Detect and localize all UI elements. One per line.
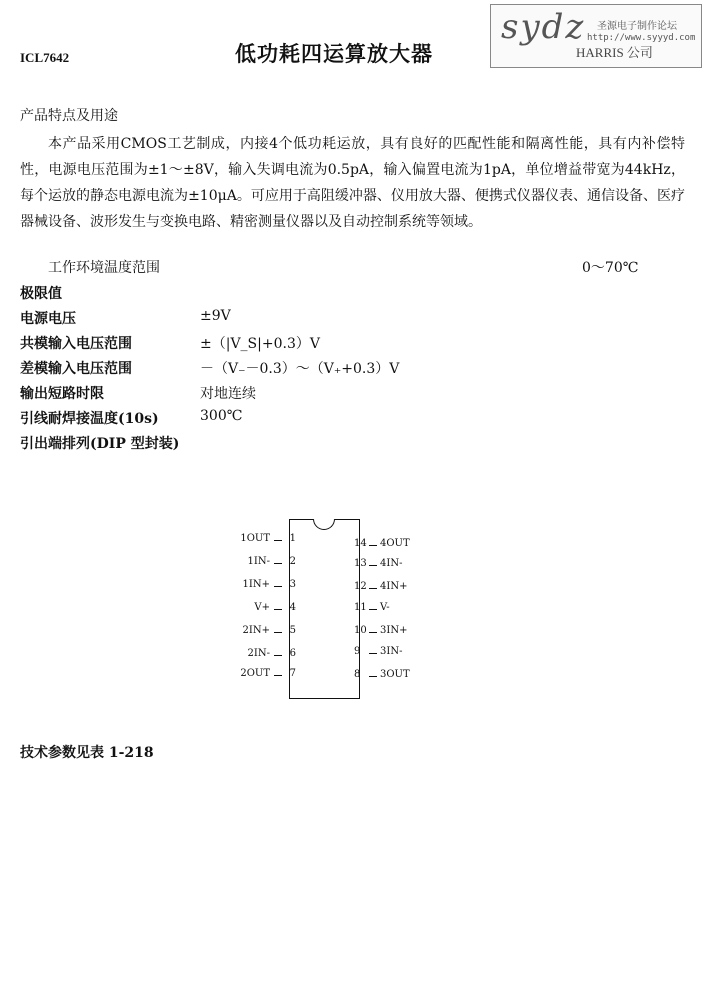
pin-number: 4 [289, 602, 296, 613]
pin-lead [274, 586, 282, 587]
package-edge [290, 519, 313, 520]
pin-name: 1OUT [240, 533, 270, 544]
pin-left [228, 602, 300, 616]
pin-left [228, 648, 300, 662]
pin-name: 3IN+ [380, 625, 408, 636]
pin-number: 10 [354, 625, 367, 636]
features-text: 本产品采用CMOS工艺制成，内接4个低功耗运放，具有良好的匹配性能和隔离性能，具有内补偿特性，电源电压范围为±1～±8V，输入失调电流为0.5pA，输入偏置电流为1pA，单位增益带宽为44kHz，每个运放的静态电源电流为±10μA。可应用于高阻缓冲器、仪用放大器、便携式仪器仪表、通信设备、医疗器械设备、波形发生与变换电路、精密测量仪器以及自动控制系统等领域。 [20, 136, 685, 230]
table-reference: 技术参数见表 1-218 [20, 745, 154, 761]
pin-lead [369, 632, 377, 633]
limit-label: 共模输入电压范围 [20, 336, 132, 352]
pin-lead [369, 545, 377, 546]
package-edge [335, 519, 359, 520]
pin-right [351, 602, 423, 616]
pin-lead [369, 588, 377, 589]
temp-range-label: 工作环境温度范围 [48, 260, 160, 276]
pin-lead [369, 676, 377, 677]
pin-right [351, 581, 423, 595]
limit-label: 引线耐焊接温度(10s) [20, 411, 159, 427]
pin-name: 2IN+ [242, 625, 270, 636]
package-notch [313, 519, 335, 530]
pin-name: 4IN- [380, 558, 403, 569]
limit-value: ±（|V_S|+0.3）V [200, 336, 320, 352]
pin-name: 4IN+ [380, 581, 408, 592]
features-heading: 产品特点及用途 [20, 108, 118, 124]
pin-name: 2OUT [240, 668, 270, 679]
page-title: 低功耗四运算放大器 [235, 41, 433, 66]
pinout-heading: 引出端排列(DIP 型封装) [20, 436, 180, 452]
pin-lead [274, 655, 282, 656]
pin-number: 1 [289, 533, 296, 544]
temp-range-value: 0～70℃ [582, 260, 639, 276]
part-number: ICL7642 [20, 50, 70, 65]
pin-left [228, 579, 300, 593]
limit-value: 300℃ [200, 408, 243, 424]
pin-name: 1IN+ [242, 579, 270, 590]
pin-number: 9 [354, 646, 361, 657]
pin-left [228, 533, 300, 547]
pin-name: 4OUT [380, 538, 410, 549]
pin-left [228, 668, 300, 682]
logo-caption: 圣源电子制作论坛 [597, 21, 677, 32]
logo-wordmark: sydz [501, 7, 586, 47]
limit-label: 差模输入电压范围 [20, 361, 132, 377]
pin-right [351, 558, 423, 572]
pin-lead [274, 563, 282, 564]
limit-value: ±9V [200, 308, 231, 324]
pin-lead [369, 609, 377, 610]
pin-number: 11 [354, 602, 367, 613]
pin-name: 1IN- [247, 556, 270, 567]
pin-lead [274, 675, 282, 676]
pin-number: 14 [354, 538, 367, 549]
pin-lead [274, 632, 282, 633]
pin-lead [369, 653, 377, 654]
pin-number: 6 [289, 648, 296, 659]
pin-name: V+ [254, 602, 270, 613]
manufacturer: HARRIS 公司 [576, 45, 653, 60]
pin-number: 12 [354, 581, 367, 592]
pin-right [351, 625, 423, 639]
logo-url: http://www.syyyd.com [587, 33, 696, 43]
pin-right [351, 538, 423, 552]
pin-name: 2IN- [247, 648, 270, 659]
limit-label: 输出短路时限 [20, 386, 104, 402]
pin-number: 5 [289, 625, 296, 636]
pin-name: 3IN- [380, 646, 403, 657]
pin-name: V- [380, 602, 390, 613]
pin-right [351, 646, 423, 660]
pin-name: 3OUT [380, 669, 410, 680]
pin-number: 7 [289, 668, 296, 679]
features-paragraph [20, 131, 685, 235]
pin-number: 2 [289, 556, 296, 567]
pin-lead [369, 565, 377, 566]
limit-label: 电源电压 [20, 311, 76, 327]
pin-left [228, 625, 300, 639]
pin-lead [274, 609, 282, 610]
pin-number: 8 [354, 669, 361, 680]
limits-heading: 极限值 [20, 286, 62, 302]
pin-right [351, 669, 423, 683]
limit-value: 对地连续 [200, 386, 256, 402]
pin-lead [274, 540, 282, 541]
pin-left [228, 556, 300, 570]
limit-value: －（V₋－0.3）～（V₊+0.3）V [200, 361, 400, 377]
pin-number: 3 [289, 579, 296, 590]
pin-number: 13 [354, 558, 367, 569]
